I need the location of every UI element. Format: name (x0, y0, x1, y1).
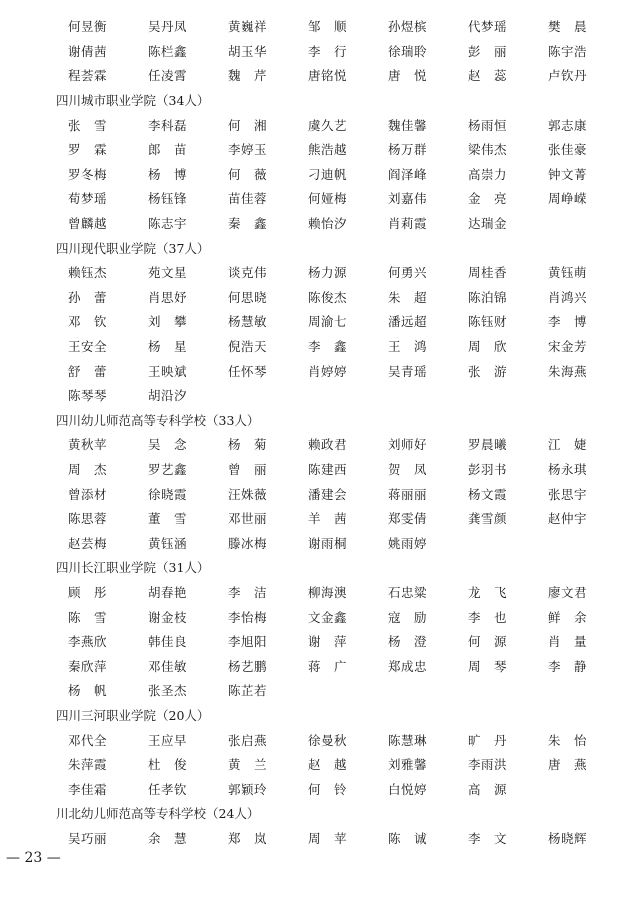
person-name: 梁伟杰 (468, 142, 508, 158)
person-name: 黄 兰 (228, 757, 268, 773)
person-name: 彭 丽 (468, 43, 508, 59)
person-name: 唐 悦 (388, 68, 428, 84)
name-row (56, 506, 616, 531)
person-name: 旷 丹 (468, 732, 508, 748)
name-row (56, 752, 616, 777)
person-name: 倪浩天 (228, 339, 268, 355)
person-name: 吴丹凤 (148, 19, 188, 35)
name-row (56, 530, 616, 555)
person-name: 李婷玉 (228, 142, 268, 158)
name-row (56, 580, 616, 605)
person-name: 蒋 广 (308, 658, 348, 674)
person-name: 周渝七 (308, 314, 348, 330)
person-name: 李 文 (468, 830, 508, 846)
person-name: 江 婕 (548, 437, 588, 453)
name-row (56, 309, 616, 334)
person-name: 周 杰 (68, 461, 108, 477)
person-name: 龙 飞 (468, 584, 508, 600)
person-name: 潘建会 (308, 486, 348, 502)
person-name: 曾 丽 (228, 461, 268, 477)
person-name: 李旭阳 (228, 634, 268, 650)
name-row (56, 653, 616, 678)
name-row (56, 604, 616, 629)
person-name: 罗晨曦 (468, 437, 508, 453)
person-name: 黄秋苹 (68, 437, 108, 453)
person-name: 杨 星 (148, 339, 188, 355)
name-row (56, 457, 616, 482)
person-name: 何 源 (468, 634, 508, 650)
person-name: 王 鸿 (388, 339, 428, 355)
person-name: 孙 蕾 (68, 289, 108, 305)
person-name: 曾添材 (68, 486, 108, 502)
person-name: 朱萍霞 (68, 757, 108, 773)
person-name: 郭志康 (548, 117, 588, 133)
person-name: 陈 诚 (388, 830, 428, 846)
person-name: 杨 澄 (388, 634, 428, 650)
person-name: 李 静 (548, 658, 588, 674)
person-name: 李佳霜 (68, 781, 108, 797)
person-name: 郎 苗 (148, 142, 188, 158)
person-name: 郑 岚 (228, 830, 268, 846)
person-name: 张 游 (468, 363, 508, 379)
person-name: 谢雨桐 (308, 535, 348, 551)
person-name: 阎泽峰 (388, 166, 428, 182)
person-name: 赖钰杰 (68, 265, 108, 281)
person-name: 廖文君 (548, 584, 588, 600)
person-name: 郑成忠 (388, 658, 428, 674)
person-name: 孙煜槟 (388, 19, 428, 35)
person-name: 任凌霄 (148, 68, 188, 84)
person-name: 李 也 (468, 609, 508, 625)
person-name: 文金鑫 (308, 609, 348, 625)
person-name: 张思宇 (548, 486, 588, 502)
person-name: 刁迪帆 (308, 166, 348, 182)
person-name: 柳海澳 (308, 584, 348, 600)
person-name: 谢金枝 (148, 609, 188, 625)
person-name: 陈思蓉 (68, 511, 108, 527)
name-row (56, 383, 616, 408)
person-name: 陈钰财 (468, 314, 508, 330)
person-name: 徐瑞聆 (388, 43, 428, 59)
person-name: 王安全 (68, 339, 108, 355)
person-name: 刘嘉伟 (388, 191, 428, 207)
person-name: 荀梦瑶 (68, 191, 108, 207)
person-name: 李 行 (308, 43, 348, 59)
section-heading: 四川现代职业学院（37人） (56, 240, 210, 256)
person-name: 汪姝薇 (228, 486, 268, 502)
person-name: 杨永琪 (548, 461, 588, 477)
person-name: 李 洁 (228, 584, 268, 600)
name-row (56, 39, 616, 64)
person-name: 张圣杰 (148, 683, 188, 699)
person-name: 秦欣萍 (68, 658, 108, 674)
person-name: 杨钰锋 (148, 191, 188, 207)
section-heading: 四川三河职业学院（20人） (56, 707, 210, 723)
person-name: 吴青瑶 (388, 363, 428, 379)
section-heading: 四川长江职业学院（31人） (56, 560, 210, 576)
person-name: 周 欣 (468, 339, 508, 355)
person-name: 张 雪 (68, 117, 108, 133)
person-name: 达瑞金 (468, 216, 508, 232)
section-heading: 四川城市职业学院（34人） (56, 93, 210, 109)
person-name: 黄巍祥 (228, 19, 268, 35)
person-name: 苑文星 (148, 265, 188, 281)
person-name: 虞久艺 (308, 117, 348, 133)
person-name: 李 博 (548, 314, 588, 330)
person-name: 张启燕 (228, 732, 268, 748)
person-name: 陈栏鑫 (148, 43, 188, 59)
person-name: 黄钰涵 (148, 535, 188, 551)
person-name: 鲜 余 (548, 609, 588, 625)
person-name: 龚雪颜 (468, 511, 508, 527)
person-name: 杨 菊 (228, 437, 268, 453)
person-name: 杨艺鹏 (228, 658, 268, 674)
name-row (56, 629, 616, 654)
name-row (56, 162, 616, 187)
name-row (56, 678, 616, 703)
name-row (56, 112, 616, 137)
person-name: 刘师好 (388, 437, 428, 453)
person-name: 石忠粱 (388, 584, 428, 600)
name-row (56, 260, 616, 285)
person-name: 卢钦丹 (548, 68, 588, 84)
person-name: 肖 量 (548, 634, 588, 650)
person-name: 邓 钦 (68, 314, 108, 330)
person-name: 唐铭悦 (308, 68, 348, 84)
person-name: 徐曼秋 (308, 732, 348, 748)
person-name: 周 苹 (308, 830, 348, 846)
person-name: 王应早 (148, 732, 188, 748)
person-name: 陈琴琴 (68, 388, 108, 404)
person-name: 樊 晨 (548, 19, 588, 35)
person-name: 李怡梅 (228, 609, 268, 625)
name-row (56, 334, 616, 359)
person-name: 赵芸梅 (68, 535, 108, 551)
name-row (56, 826, 616, 851)
person-name: 罗艺鑫 (148, 461, 188, 477)
person-name: 高 源 (468, 781, 508, 797)
person-name: 任怀琴 (228, 363, 268, 379)
name-row (56, 432, 616, 457)
person-name: 赵仲宇 (548, 511, 588, 527)
name-row (56, 727, 616, 752)
person-name: 杨慧敏 (228, 314, 268, 330)
person-name: 杨晓辉 (548, 830, 588, 846)
person-name: 白悦婷 (388, 781, 428, 797)
name-row (56, 358, 616, 383)
name-row (56, 285, 616, 310)
name-row (56, 137, 616, 162)
person-name: 邓代全 (68, 732, 108, 748)
person-name: 余 慧 (148, 830, 188, 846)
person-name: 羊 茜 (308, 511, 348, 527)
person-name: 曾麟越 (68, 216, 108, 232)
person-name: 陈慧琳 (388, 732, 428, 748)
person-name: 何娅梅 (308, 191, 348, 207)
person-name: 顾 彤 (68, 584, 108, 600)
person-name: 潘远超 (388, 314, 428, 330)
person-name: 宋金芳 (548, 339, 588, 355)
person-name: 陈建西 (308, 461, 348, 477)
person-name: 邹 顺 (308, 19, 348, 35)
person-name: 杜 俊 (148, 757, 188, 773)
person-name: 陈芷若 (228, 683, 268, 699)
person-name: 魏 芹 (228, 68, 268, 84)
person-name: 谢 萍 (308, 634, 348, 650)
name-row (56, 776, 616, 801)
person-name: 熊浩越 (308, 142, 348, 158)
person-name: 魏佳馨 (388, 117, 428, 133)
person-name: 李雨洪 (468, 757, 508, 773)
name-row (56, 186, 616, 211)
person-name: 刘雅馨 (388, 757, 428, 773)
person-name: 胡沿汐 (148, 388, 188, 404)
person-name: 何 铃 (308, 781, 348, 797)
person-name: 钟文菁 (548, 166, 588, 182)
person-name: 高崇力 (468, 166, 508, 182)
person-name: 贺 凤 (388, 461, 428, 477)
person-name: 徐晓霞 (148, 486, 188, 502)
person-name: 姚雨婷 (388, 535, 428, 551)
person-name: 黄钰萌 (548, 265, 588, 281)
person-name: 滕冰梅 (228, 535, 268, 551)
person-name: 杨雨恒 (468, 117, 508, 133)
person-name: 周桂香 (468, 265, 508, 281)
person-name: 任孝钦 (148, 781, 188, 797)
person-name: 代梦瑶 (468, 19, 508, 35)
person-name: 程荟霖 (68, 68, 108, 84)
person-name: 刘 攀 (148, 314, 188, 330)
person-name: 陈 雪 (68, 609, 108, 625)
person-name: 何 薇 (228, 166, 268, 182)
person-name: 胡玉华 (228, 43, 268, 59)
person-name: 杨 博 (148, 166, 188, 182)
person-name: 罗 霖 (68, 142, 108, 158)
person-name: 肖莉霞 (388, 216, 428, 232)
person-name: 肖鸿兴 (548, 289, 588, 305)
person-name: 朱 超 (388, 289, 428, 305)
person-name: 陈宇浩 (548, 43, 588, 59)
person-name: 陈泊锦 (468, 289, 508, 305)
person-name: 杨万群 (388, 142, 428, 158)
person-name: 王映斌 (148, 363, 188, 379)
person-name: 邓世丽 (228, 511, 268, 527)
person-name: 朱 怡 (548, 732, 588, 748)
person-name: 张佳豪 (548, 142, 588, 158)
person-name: 郭颖玲 (228, 781, 268, 797)
person-name: 邓佳敏 (148, 658, 188, 674)
person-name: 杨文霞 (468, 486, 508, 502)
person-name: 周 琴 (468, 658, 508, 674)
person-name: 周峥嵘 (548, 191, 588, 207)
person-name: 陈志宇 (148, 216, 188, 232)
name-row (56, 14, 616, 39)
roster-content (56, 14, 616, 850)
name-row (56, 63, 616, 88)
person-name: 吴巧丽 (68, 830, 108, 846)
page-number: — 23 — (6, 850, 61, 866)
person-name: 舒 蕾 (68, 363, 108, 379)
name-row (56, 481, 616, 506)
person-name: 谢倩茜 (68, 43, 108, 59)
person-name: 郑雯倩 (388, 511, 428, 527)
person-name: 朱海燕 (548, 363, 588, 379)
person-name: 李 鑫 (308, 339, 348, 355)
name-row (56, 211, 616, 236)
person-name: 韩佳良 (148, 634, 188, 650)
person-name: 李科磊 (148, 117, 188, 133)
person-name: 金 亮 (468, 191, 508, 207)
person-name: 李燕欣 (68, 634, 108, 650)
person-name: 董 雪 (148, 511, 188, 527)
person-name: 罗冬梅 (68, 166, 108, 182)
person-name: 陈俊杰 (308, 289, 348, 305)
person-name: 赖政君 (308, 437, 348, 453)
person-name: 胡春艳 (148, 584, 188, 600)
person-name: 杨力源 (308, 265, 348, 281)
person-name: 谈克伟 (228, 265, 268, 281)
person-name: 何思晓 (228, 289, 268, 305)
person-name: 彭羽书 (468, 461, 508, 477)
person-name: 赵 蕊 (468, 68, 508, 84)
person-name: 秦 鑫 (228, 216, 268, 232)
section-heading: 川北幼儿师范高等专科学校（24人） (56, 806, 260, 822)
person-name: 杨 帆 (68, 683, 108, 699)
person-name: 赖怡汐 (308, 216, 348, 232)
person-name: 何 湘 (228, 117, 268, 133)
person-name: 肖思妤 (148, 289, 188, 305)
person-name: 唐 燕 (548, 757, 588, 773)
person-name: 肖婷婷 (308, 363, 348, 379)
person-name: 寇 励 (388, 609, 428, 625)
person-name: 苗佳蓉 (228, 191, 268, 207)
person-name: 何勇兴 (388, 265, 428, 281)
person-name: 蒋丽丽 (388, 486, 428, 502)
person-name: 何昱衡 (68, 19, 108, 35)
person-name: 赵 越 (308, 757, 348, 773)
section-heading: 四川幼儿师范高等专科学校（33人） (56, 412, 260, 428)
person-name: 吴 念 (148, 437, 188, 453)
